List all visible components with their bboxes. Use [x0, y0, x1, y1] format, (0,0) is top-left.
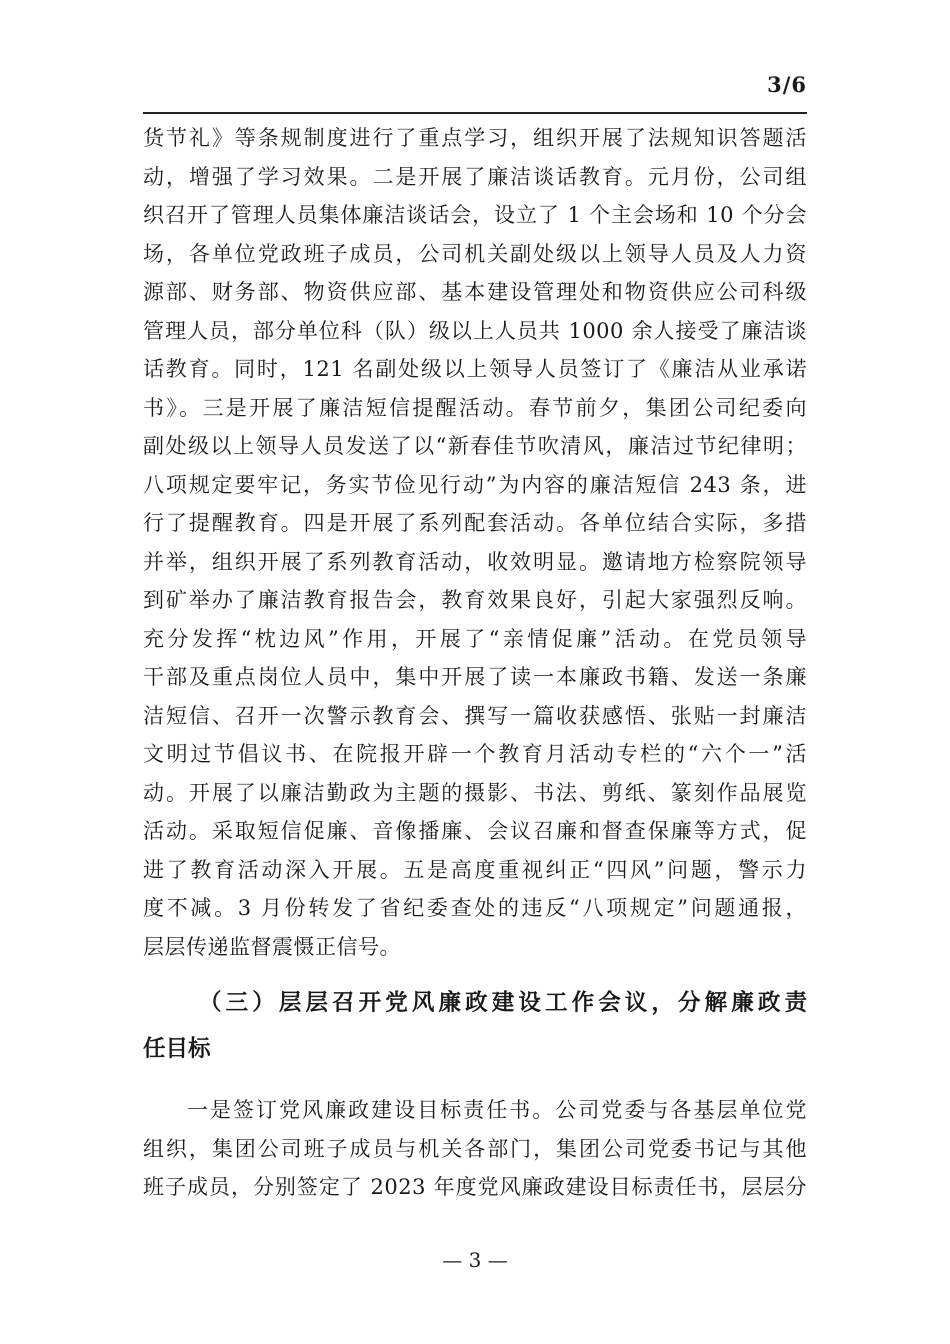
text-line: 货节礼》等条规制度进行了重点学习，组织开展了法规知识答题活	[143, 126, 807, 150]
text-line: 到矿举办了廉洁教育报告会，教育效果良好，引起大家强烈反响。	[143, 588, 807, 612]
text-line: 充分发挥“枕边风”作用，开展了“亲情促廉”活动。在党员领导	[143, 626, 807, 651]
text-line: 八项规定要牢记，务实节俭见行动”为内容的廉洁短信 243 条，进	[143, 472, 807, 497]
text-line: 场，各单位党政班子成员，公司机关副处级以上领导人员及人力资	[143, 241, 807, 266]
section-heading	[143, 980, 807, 1072]
text-line: 动。开展了以廉洁勤政为主题的摄影、书法、剪纸、篆刻作品展览	[143, 780, 807, 805]
text-line: 行了提醒教育。四是开展了系列配套活动。各单位结合实际，多措	[143, 511, 807, 535]
body-paragraph-1	[143, 119, 807, 966]
text-line: 一是签订党风廉政建设目标责任书。公司党委与各基层单位党	[187, 1098, 807, 1122]
text-line: 织召开了管理人员集体廉洁谈话会，设立了 1 个主会场和 10 个分会	[143, 203, 807, 227]
text-line: 层层传递监督震慑正信号。	[143, 934, 401, 959]
text-line: 话教育。同时，121 名副处级以上领导人员签订了《廉洁从业承诺	[143, 357, 807, 381]
body-paragraph-2	[143, 1091, 807, 1207]
text-line: 班子成员，分别签定了 2023 年度党风廉政建设目标责任书，层层分	[143, 1175, 807, 1199]
text-line: 管理人员，部分单位科（队）级以上人员共 1000 余人接受了廉洁谈	[143, 318, 807, 343]
text-line: 副处级以上领导人员发送了以“新春佳节吹清风，廉洁过节纪律明；	[143, 434, 807, 458]
footer-page-number: — 3 —	[442, 1248, 508, 1272]
text-line: 动，增强了学习效果。二是开展了廉洁谈话教育。元月份，公司组	[143, 164, 807, 189]
text-line: 源部、财务部、物资供应部、基本建设管理处和物资供应公司科级	[143, 280, 807, 304]
text-line: 干部及重点岗位人员中，集中开展了读一本廉政书籍、发送一条廉	[143, 665, 807, 689]
text-line: 组织，集团公司班子成员与机关各部门，集团公司党委书记与其他	[143, 1136, 807, 1161]
text-line: 度不减。3 月份转发了省纪委查处的违反“八项规定”问题通报，	[143, 896, 807, 920]
text-line: 活动。采取短信促廉、音像播廉、会议召廉和督查保廉等方式，促	[143, 819, 807, 843]
text-line: 洁短信、召开一次警示教育会、撰写一篇收获感悟、张贴一封廉洁	[143, 703, 807, 728]
section-heading-line: 任目标	[143, 1036, 211, 1062]
section-heading-line: （三）层层召开党风廉政建设工作会议，分解廉政责	[199, 990, 807, 1016]
text-line: 文明过节倡议书、在院报开辟一个教育月活动专栏的“六个一”活	[143, 742, 807, 766]
text-line: 书》。三是开展了廉洁短信提醒活动。春节前夕，集团公司纪委向	[143, 395, 807, 420]
text-line: 进了教育活动深入开展。五是高度重视纠正“四风”问题，警示力	[143, 857, 807, 882]
text-line: 并举，组织开展了系列教育活动，收效明显。邀请地方检察院领导	[143, 549, 807, 574]
page-counter: 3/6	[767, 72, 807, 97]
header-rule	[143, 112, 807, 114]
